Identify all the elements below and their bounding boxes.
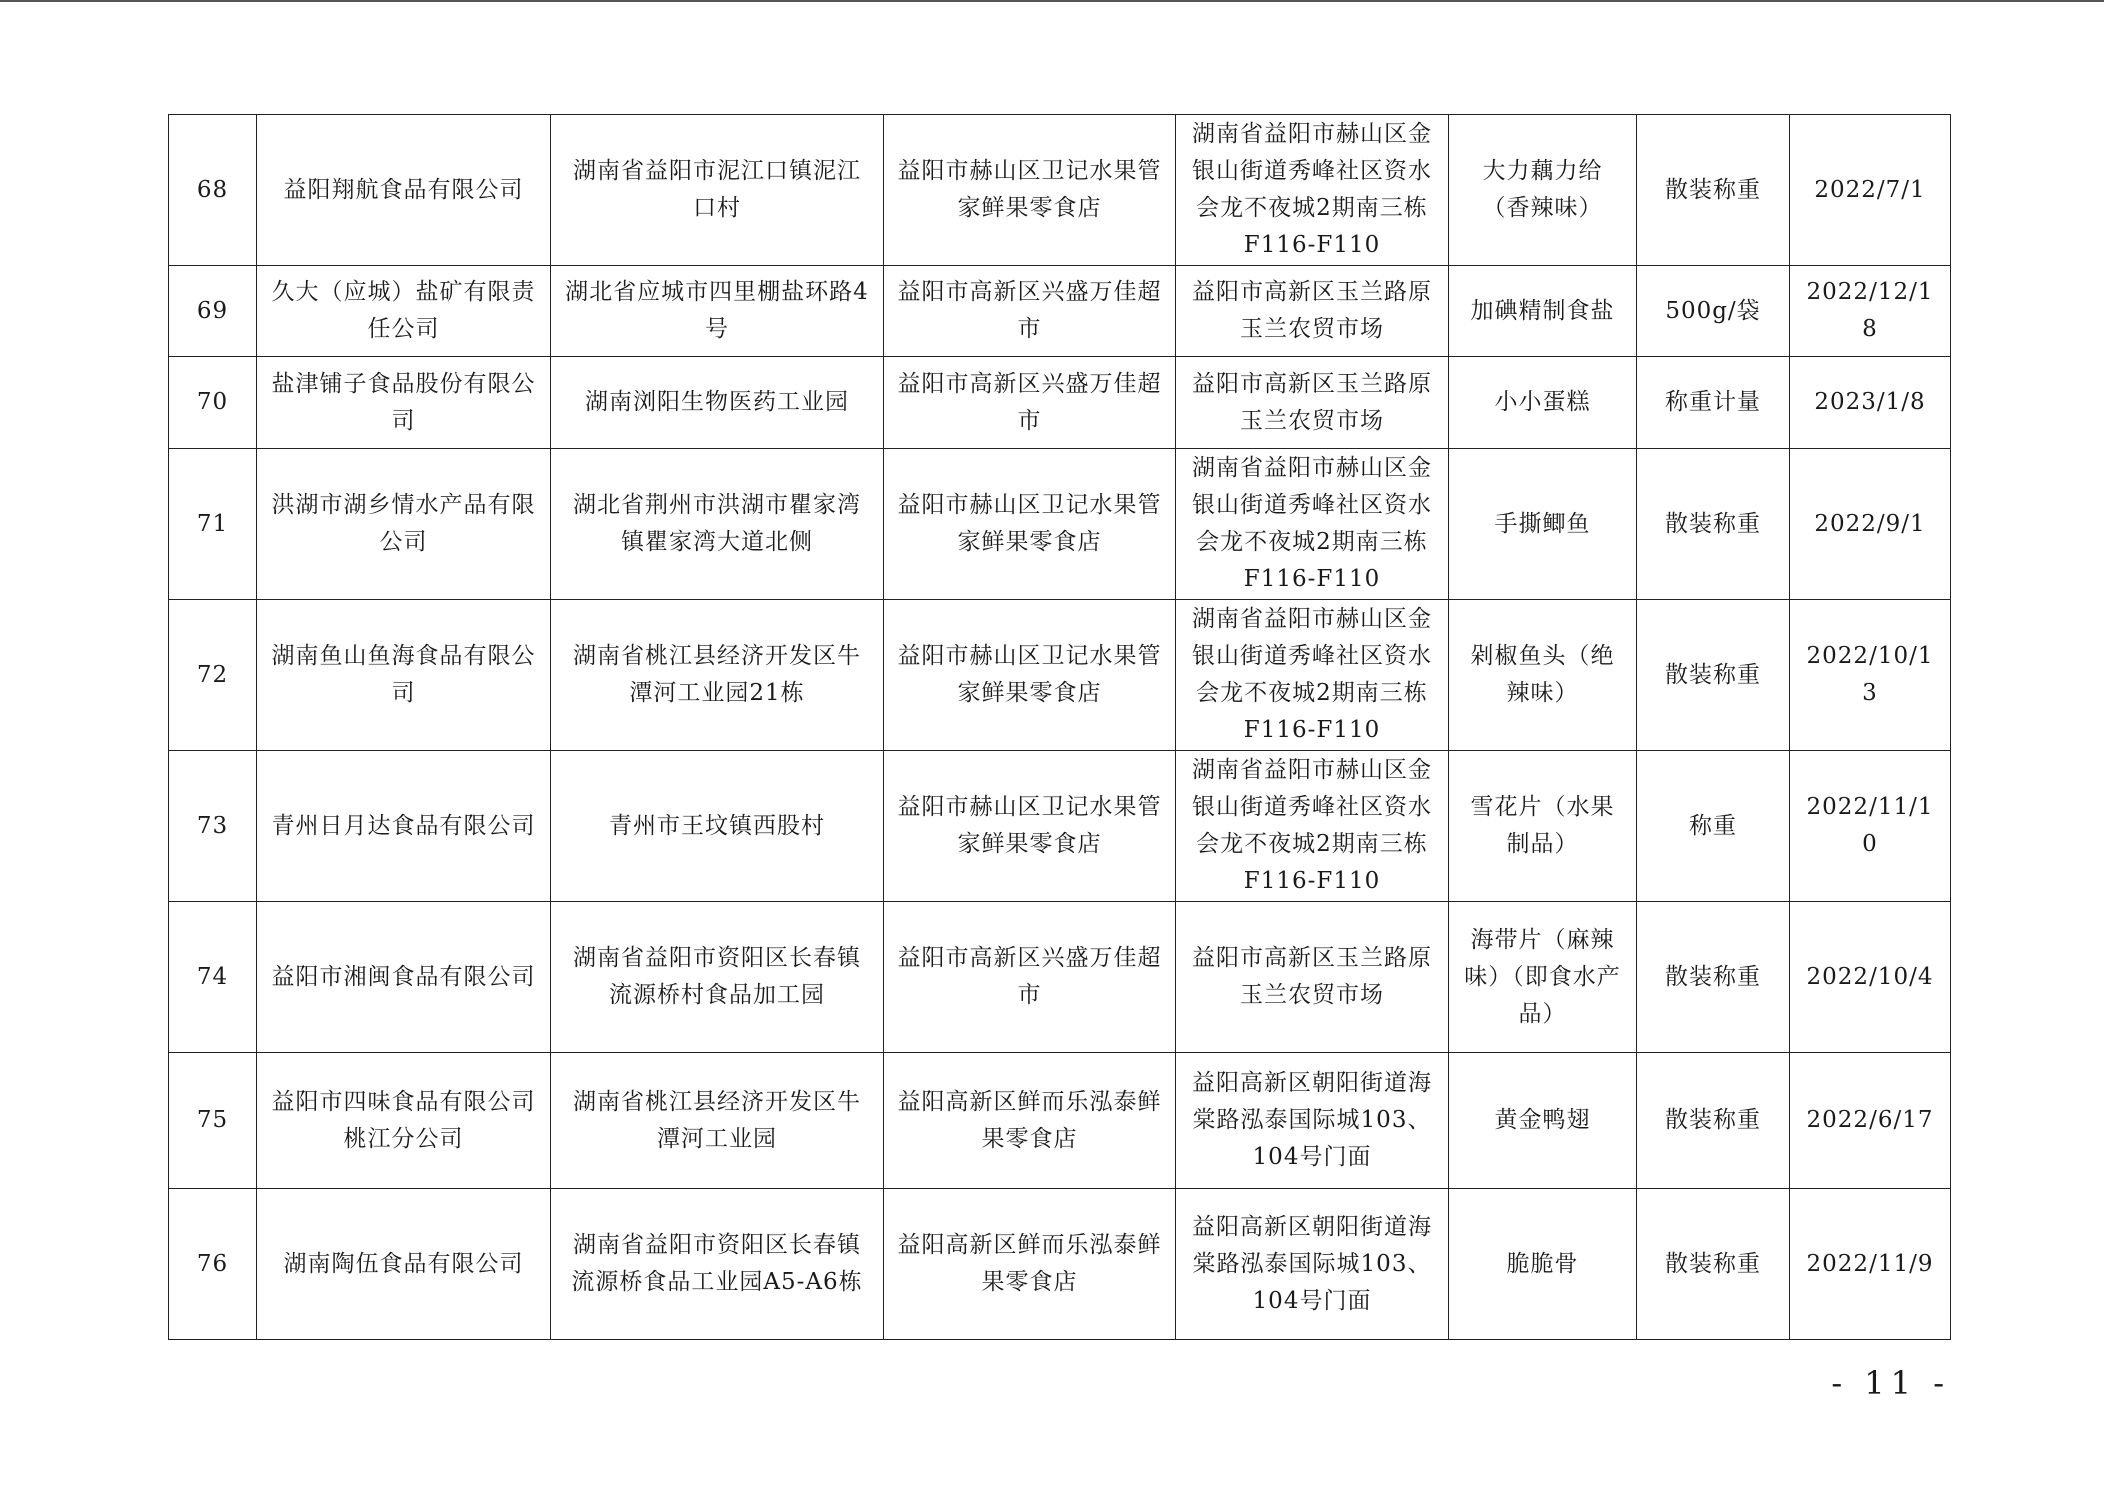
sampled-store-address-cell: 湖南省益阳市赫山区金银山街道秀峰社区资水会龙不夜城2期南三栋F116-F110 [1176, 600, 1449, 751]
sampled-store-address-cell: 益阳市高新区玉兰路原玉兰农贸市场 [1176, 902, 1449, 1053]
row-number-cell: 73 [169, 751, 257, 902]
table-row [169, 751, 1951, 902]
table-row [169, 1053, 1951, 1189]
table-row [169, 266, 1951, 357]
product-name-cell: 加碘精制食盐 [1449, 266, 1637, 357]
manufacturer-address-cell: 湖南省益阳市资阳区长春镇流源桥村食品加工园 [551, 902, 884, 1053]
production-date-cell: 2022/6/17 [1790, 1053, 1951, 1189]
manufacturer-name-cell: 湖南陶伍食品有限公司 [257, 1189, 551, 1340]
manufacturer-address-cell: 湖南省桃江县经济开发区牛潭河工业园21栋 [551, 600, 884, 751]
sampled-store-address-cell: 益阳高新区朝阳街道海棠路泓泰国际城103、104号门面 [1176, 1053, 1449, 1189]
production-date-cell: 2022/10/4 [1790, 902, 1951, 1053]
production-date-cell: 2022/11/9 [1790, 1189, 1951, 1340]
production-date-cell: 2022/9/1 [1790, 449, 1951, 600]
sampled-store-address-cell: 益阳高新区朝阳街道海棠路泓泰国际城103、104号门面 [1176, 1189, 1449, 1340]
manufacturer-address-cell: 湖南省益阳市泥江口镇泥江口村 [551, 115, 884, 266]
specification-cell: 散装称重 [1637, 115, 1790, 266]
top-border-line [0, 0, 2104, 2]
manufacturer-name-cell: 久大（应城）盐矿有限责任公司 [257, 266, 551, 357]
row-number-cell: 71 [169, 449, 257, 600]
manufacturer-address-cell: 湖南浏阳生物医药工业园 [551, 357, 884, 449]
manufacturer-address-cell: 湖南省益阳市资阳区长春镇流源桥食品工业园A5-A6栋 [551, 1189, 884, 1340]
specification-cell: 称重计量 [1637, 357, 1790, 449]
table-row [169, 449, 1951, 600]
production-date-cell: 2022/10/13 [1790, 600, 1951, 751]
sampled-store-name-cell: 益阳市高新区兴盛万佳超市 [884, 266, 1176, 357]
manufacturer-name-cell: 洪湖市湖乡情水产品有限公司 [257, 449, 551, 600]
product-name-cell: 剁椒鱼头（绝辣味） [1449, 600, 1637, 751]
manufacturer-name-cell: 青州日月达食品有限公司 [257, 751, 551, 902]
product-name-cell: 脆脆骨 [1449, 1189, 1637, 1340]
row-number-cell: 68 [169, 115, 257, 266]
specification-cell: 称重 [1637, 751, 1790, 902]
sampled-store-address-cell: 益阳市高新区玉兰路原玉兰农贸市场 [1176, 266, 1449, 357]
production-date-cell: 2023/1/8 [1790, 357, 1951, 449]
sampled-store-address-cell: 湖南省益阳市赫山区金银山街道秀峰社区资水会龙不夜城2期南三栋F116-F110 [1176, 115, 1449, 266]
sampled-store-name-cell: 益阳高新区鲜而乐泓泰鲜果零食店 [884, 1053, 1176, 1189]
manufacturer-address-cell: 湖南省桃江县经济开发区牛潭河工业园 [551, 1053, 884, 1189]
table-row [169, 902, 1951, 1053]
manufacturer-name-cell: 益阳市湘闽食品有限公司 [257, 902, 551, 1053]
product-name-cell: 海带片（麻辣味）（即食水产品） [1449, 902, 1637, 1053]
product-name-cell: 大力藕力给（香辣味） [1449, 115, 1637, 266]
product-name-cell: 手撕鲫鱼 [1449, 449, 1637, 600]
sampled-store-name-cell: 益阳市赫山区卫记水果管家鲜果零食店 [884, 115, 1176, 266]
sampling-results-table [168, 114, 1951, 1340]
specification-cell: 散装称重 [1637, 902, 1790, 1053]
table-row [169, 1189, 1951, 1340]
manufacturer-address-cell: 青州市王坟镇西股村 [551, 751, 884, 902]
production-date-cell: 2022/11/10 [1790, 751, 1951, 902]
sampled-store-name-cell: 益阳市高新区兴盛万佳超市 [884, 902, 1176, 1053]
row-number-cell: 70 [169, 357, 257, 449]
manufacturer-address-cell: 湖北省应城市四里棚盐环路4号 [551, 266, 884, 357]
manufacturer-name-cell: 益阳翔航食品有限公司 [257, 115, 551, 266]
manufacturer-name-cell: 湖南鱼山鱼海食品有限公司 [257, 600, 551, 751]
row-number-cell: 74 [169, 902, 257, 1053]
manufacturer-address-cell: 湖北省荆州市洪湖市瞿家湾镇瞿家湾大道北侧 [551, 449, 884, 600]
row-number-cell: 76 [169, 1189, 257, 1340]
sampled-store-name-cell: 益阳市赫山区卫记水果管家鲜果零食店 [884, 449, 1176, 600]
sampled-store-name-cell: 益阳市赫山区卫记水果管家鲜果零食店 [884, 751, 1176, 902]
sampled-store-name-cell: 益阳高新区鲜而乐泓泰鲜果零食店 [884, 1189, 1176, 1340]
product-name-cell: 雪花片（水果制品） [1449, 751, 1637, 902]
specification-cell: 散装称重 [1637, 449, 1790, 600]
product-name-cell: 小小蛋糕 [1449, 357, 1637, 449]
sampled-store-name-cell: 益阳市赫山区卫记水果管家鲜果零食店 [884, 600, 1176, 751]
table-row [169, 357, 1951, 449]
row-number-cell: 72 [169, 600, 257, 751]
sampled-store-name-cell: 益阳市高新区兴盛万佳超市 [884, 357, 1176, 449]
specification-cell: 散装称重 [1637, 600, 1790, 751]
manufacturer-name-cell: 盐津铺子食品股份有限公司 [257, 357, 551, 449]
sampled-store-address-cell: 益阳市高新区玉兰路原玉兰农贸市场 [1176, 357, 1449, 449]
specification-cell: 散装称重 [1637, 1189, 1790, 1340]
specification-cell: 500g/袋 [1637, 266, 1790, 357]
manufacturer-name-cell: 益阳市四味食品有限公司桃江分公司 [257, 1053, 551, 1189]
sampled-store-address-cell: 湖南省益阳市赫山区金银山街道秀峰社区资水会龙不夜城2期南三栋F116-F110 [1176, 449, 1449, 600]
table-row [169, 115, 1951, 266]
table-row [169, 600, 1951, 751]
row-number-cell: 75 [169, 1053, 257, 1189]
production-date-cell: 2022/7/1 [1790, 115, 1951, 266]
page-number: - 11 - [1831, 1364, 1950, 1402]
specification-cell: 散装称重 [1637, 1053, 1790, 1189]
sampled-store-address-cell: 湖南省益阳市赫山区金银山街道秀峰社区资水会龙不夜城2期南三栋F116-F110 [1176, 751, 1449, 902]
production-date-cell: 2022/12/18 [1790, 266, 1951, 357]
row-number-cell: 69 [169, 266, 257, 357]
product-name-cell: 黄金鸭翅 [1449, 1053, 1637, 1189]
